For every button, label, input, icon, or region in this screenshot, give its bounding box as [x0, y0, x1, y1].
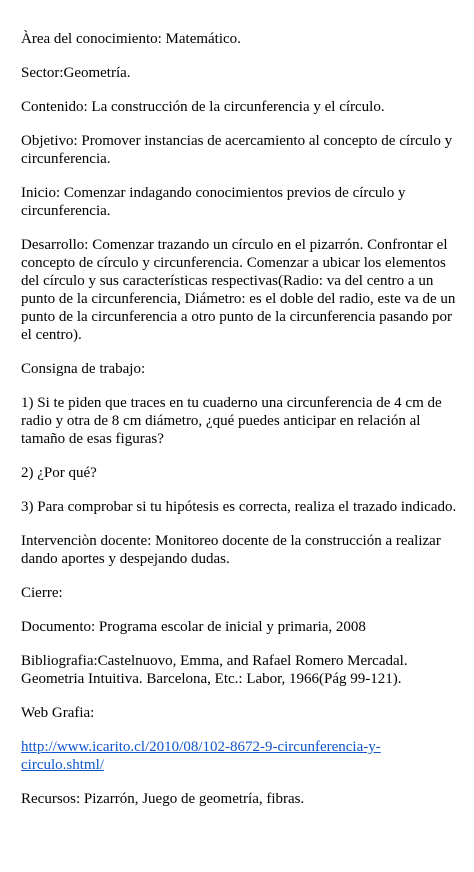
objetivo-paragraph: Objetivo: Promover instancias de acercamiento al concepto de círculo y circunferencia. [21, 133, 453, 167]
sector-line: Sector:Geometría. [21, 65, 131, 81]
question-1: 1) Si te piden que traces en tu cuaderno una circunferencia de 4 cm de radio y otra de 8 cm diámetro, ¿qué puedes anticipar en relación al tamaño de esas figuras? [21, 395, 442, 447]
bibliografia-paragraph: Bibliografia:Castelnuovo, Emma, and Rafael Romero Mercadal. Geometria Intuitiva. Barcelona, Etc.: Labor, 1966(Pág 99-121). [21, 653, 408, 687]
intervencion-paragraph: Intervenciòn docente: Monitoreo docente de la construcción a realizar dando aportes y despejando dudas. [21, 533, 441, 567]
area-line: Àrea del conocimiento: Matemático. [21, 31, 241, 47]
cierre-line: Cierre: [21, 585, 63, 601]
webgrafia-label: Web Grafia: [21, 705, 95, 721]
webgrafia-link-container [21, 738, 462, 774]
question-2: 2) ¿Por qué? [21, 465, 97, 481]
desarrollo-paragraph: Desarrollo: Comenzar trazando un círculo en el pizarrón. Confrontar el concepto de círculo y circunferencia. Comenzar a ubicar los elementos del círculo y sus características respectivas(Radio: va del centro a un punto de la circunferencia, Diámetro: es el doble del radio, este va de un punto de la circunferencia a otro punto de la circunferencia pasando por el centro). [21, 237, 456, 343]
inicio-paragraph: Inicio: Comenzar indagando conocimientos previos de círculo y circunferencia. [21, 185, 406, 219]
webgrafia-link[interactable]: http://www.icarito.cl/2010/08/102-8672-9-circunferencia-y-circulo.shtml/ [21, 739, 381, 773]
question-3: 3) Para comprobar si tu hipótesis es correcta, realiza el trazado indicado. [21, 499, 457, 515]
documento-line: Documento: Programa escolar de inicial y primaria, 2008 [21, 619, 366, 635]
recursos-line: Recursos: Pizarrón, Juego de geometría, fibras. [21, 791, 305, 807]
contenido-line: Contenido: La construcción de la circunferencia y el círculo. [21, 99, 385, 115]
consigna-heading: Consigna de trabajo: [21, 361, 146, 377]
